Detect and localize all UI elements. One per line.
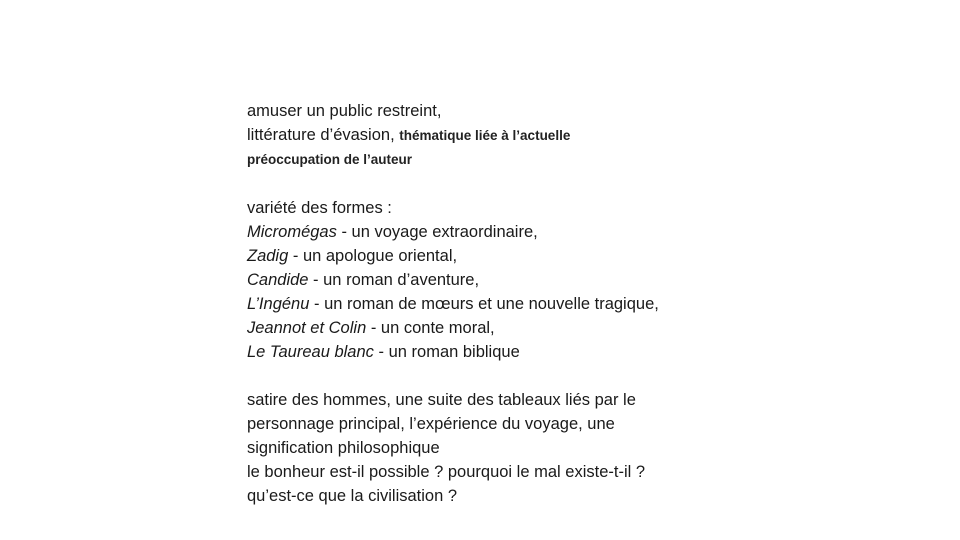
work-title: Le Taureau blanc (247, 343, 374, 361)
work-item (247, 340, 907, 364)
intro-line-1: amuser un public restreint, (247, 102, 442, 120)
work-description: - un roman de mœurs et une nouvelle tragique, (309, 295, 659, 313)
work-item (247, 220, 907, 244)
work-item (247, 292, 907, 316)
themes-line: le bonheur est-il possible ? pourquoi le mal existe-t-il ? (247, 463, 646, 481)
work-title: Zadig (247, 247, 289, 265)
forms-heading: variété des formes : (247, 199, 392, 217)
intro-line-2-main: littérature d’évasion, (247, 126, 395, 144)
work-description: - un conte moral, (366, 319, 495, 337)
work-item (247, 268, 907, 292)
work-description: - un apologue oriental, (288, 247, 458, 265)
themes-line: satire des hommes, une suite des tableaux liés par le (247, 391, 636, 409)
work-description: - un roman d’aventure, (308, 271, 480, 289)
themes-line: qu’est-ce que la civilisation ? (247, 487, 458, 505)
work-item (247, 244, 907, 268)
intro-line-2-small: thématique liée à l’actuelle (399, 128, 571, 143)
work-title: Jeannot et Colin (247, 319, 367, 337)
intro-block (247, 99, 907, 172)
slide-text-body (247, 99, 907, 508)
intro-line-2 (247, 123, 907, 148)
themes-line: personnage principal, l’expérience du voyage, une (247, 415, 615, 433)
work-title: Micromégas (247, 223, 337, 241)
work-item (247, 316, 907, 340)
spacer (247, 172, 907, 196)
work-title: Candide (247, 271, 309, 289)
work-description: - un roman biblique (373, 343, 520, 361)
work-description: - un voyage extraordinaire, (336, 223, 538, 241)
work-title: L’Ingénu (247, 295, 310, 313)
themes-line: signification philosophique (247, 439, 440, 457)
themes-block (247, 388, 907, 508)
intro-line-3: préoccupation de l’auteur (247, 152, 413, 167)
forms-block (247, 196, 907, 364)
spacer (247, 364, 907, 388)
